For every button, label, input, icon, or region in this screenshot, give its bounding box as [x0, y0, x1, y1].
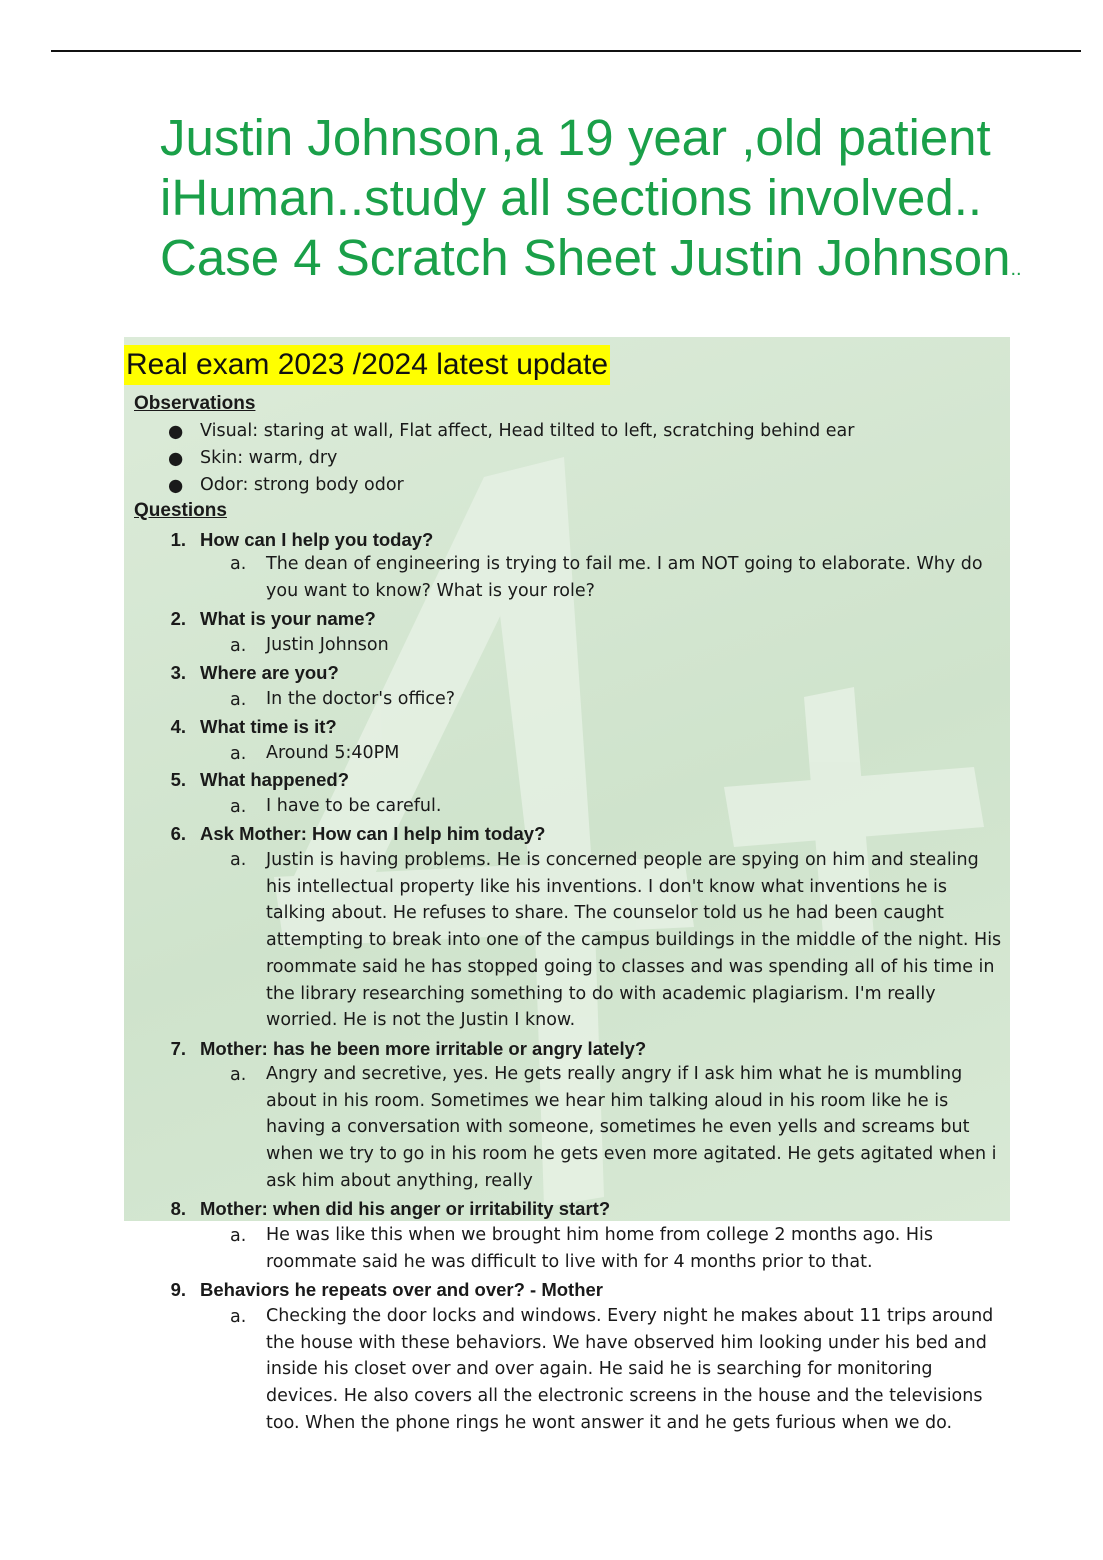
question-text: What time is it?: [200, 716, 337, 737]
question-number: 3.: [170, 662, 186, 683]
answer-text: Angry and secretive, yes. He gets really angry if I ask him what he is mumbling about in his room. Sometimes we hear him talking aloud in his room like he is having a conversation with someone, sometimes he even yells and screams but when we try to go in his room he gets even more agitated. He gets agitated when i ask him about anything, really: [266, 1064, 997, 1191]
answer-letter: a.: [230, 797, 247, 817]
title-text: Justin Johnson,a 19 year ,old patient iHuman..study all sections involved.. Case 4 Scratch Sheet Justin Johnson: [160, 109, 1011, 286]
question-number: 4.: [170, 716, 186, 737]
question-number: 5.: [170, 769, 186, 790]
answer-letter: a.: [230, 636, 247, 656]
document-title: [160, 108, 1040, 299]
question-text: Mother: has he been more irritable or angry lately?: [200, 1038, 647, 1059]
answer-text: Justin is having problems. He is concerned people are spying on him and stealing his intellectual property like his inventions. I don't know what inventions he is talking about. He refuses to share. The counselor told us he had been caught attempting to break into one of the campus buildings in the middle of the night. His roommate said he has stopped going to classes and was spending all of his time in the library researching something to do with academic plagiarism. I'm really worried. He is not the Justin I know.: [266, 850, 1002, 1031]
bullet-icon: ●: [168, 422, 184, 442]
answer-letter: a.: [230, 850, 247, 870]
answer-text: In the doctor's office?: [266, 689, 456, 709]
exam-banner: Real exam 2023 /2024 latest update: [124, 345, 610, 385]
observation-item: Skin: warm, dry: [200, 448, 338, 468]
observation-item: Odor: strong body odor: [200, 475, 404, 495]
bullet-icon: ●: [168, 449, 184, 469]
question-number: 7.: [170, 1038, 186, 1059]
question-text: Where are you?: [200, 662, 339, 683]
answer-text: Around 5:40PM: [266, 743, 400, 763]
title-suffix: ..: [1010, 258, 1022, 280]
answer-text: I have to be careful.: [266, 796, 442, 816]
observation-item: Visual: staring at wall, Flat affect, Head tilted to left, scratching behind ear: [200, 421, 855, 441]
answer-text: Checking the door locks and windows. Every night he makes about 11 trips around the house with these behaviors. We have observed him looking under his bed and inside his closet over and over again. He said he is searching for monitoring devices. He also covers all the electronic screens in the house and the televisions too. When the phone rings he wont answer it and he gets furious when we do.: [266, 1306, 994, 1433]
question-number: 8.: [170, 1198, 186, 1219]
answer-letter: a.: [230, 554, 247, 574]
answer-letter: a.: [230, 744, 247, 764]
question-text: How can I help you today?: [200, 529, 434, 550]
question-number: 6.: [170, 823, 186, 844]
questions-heading: Questions: [134, 500, 227, 521]
answer-letter: a.: [230, 1226, 247, 1246]
answer-text: The dean of engineering is trying to fail me. I am NOT going to elaborate. Why do you want to know? What is your role?: [266, 554, 983, 601]
question-text: What is your name?: [200, 608, 376, 629]
question-text: Behaviors he repeats over and over? - Mother: [200, 1279, 604, 1300]
question-number: 9.: [170, 1279, 186, 1300]
answer-text: Justin Johnson: [266, 635, 389, 655]
answer-letter: a.: [230, 1065, 247, 1085]
bullet-icon: ●: [168, 476, 184, 496]
question-text: What happened?: [200, 769, 350, 790]
answer-letter: a.: [230, 1307, 247, 1327]
answer-text: He was like this when we brought him home from college 2 months ago. His roommate said he was difficult to live with for 4 months prior to that.: [266, 1225, 934, 1272]
question-text: Ask Mother: How can I help him today?: [200, 823, 546, 844]
question-number: 1.: [170, 529, 186, 550]
top-divider: [51, 50, 1081, 52]
answer-letter: a.: [230, 690, 247, 710]
observations-heading: Observations: [134, 393, 256, 414]
question-number: 2.: [170, 608, 186, 629]
question-text: Mother: when did his anger or irritability start?: [200, 1198, 611, 1219]
